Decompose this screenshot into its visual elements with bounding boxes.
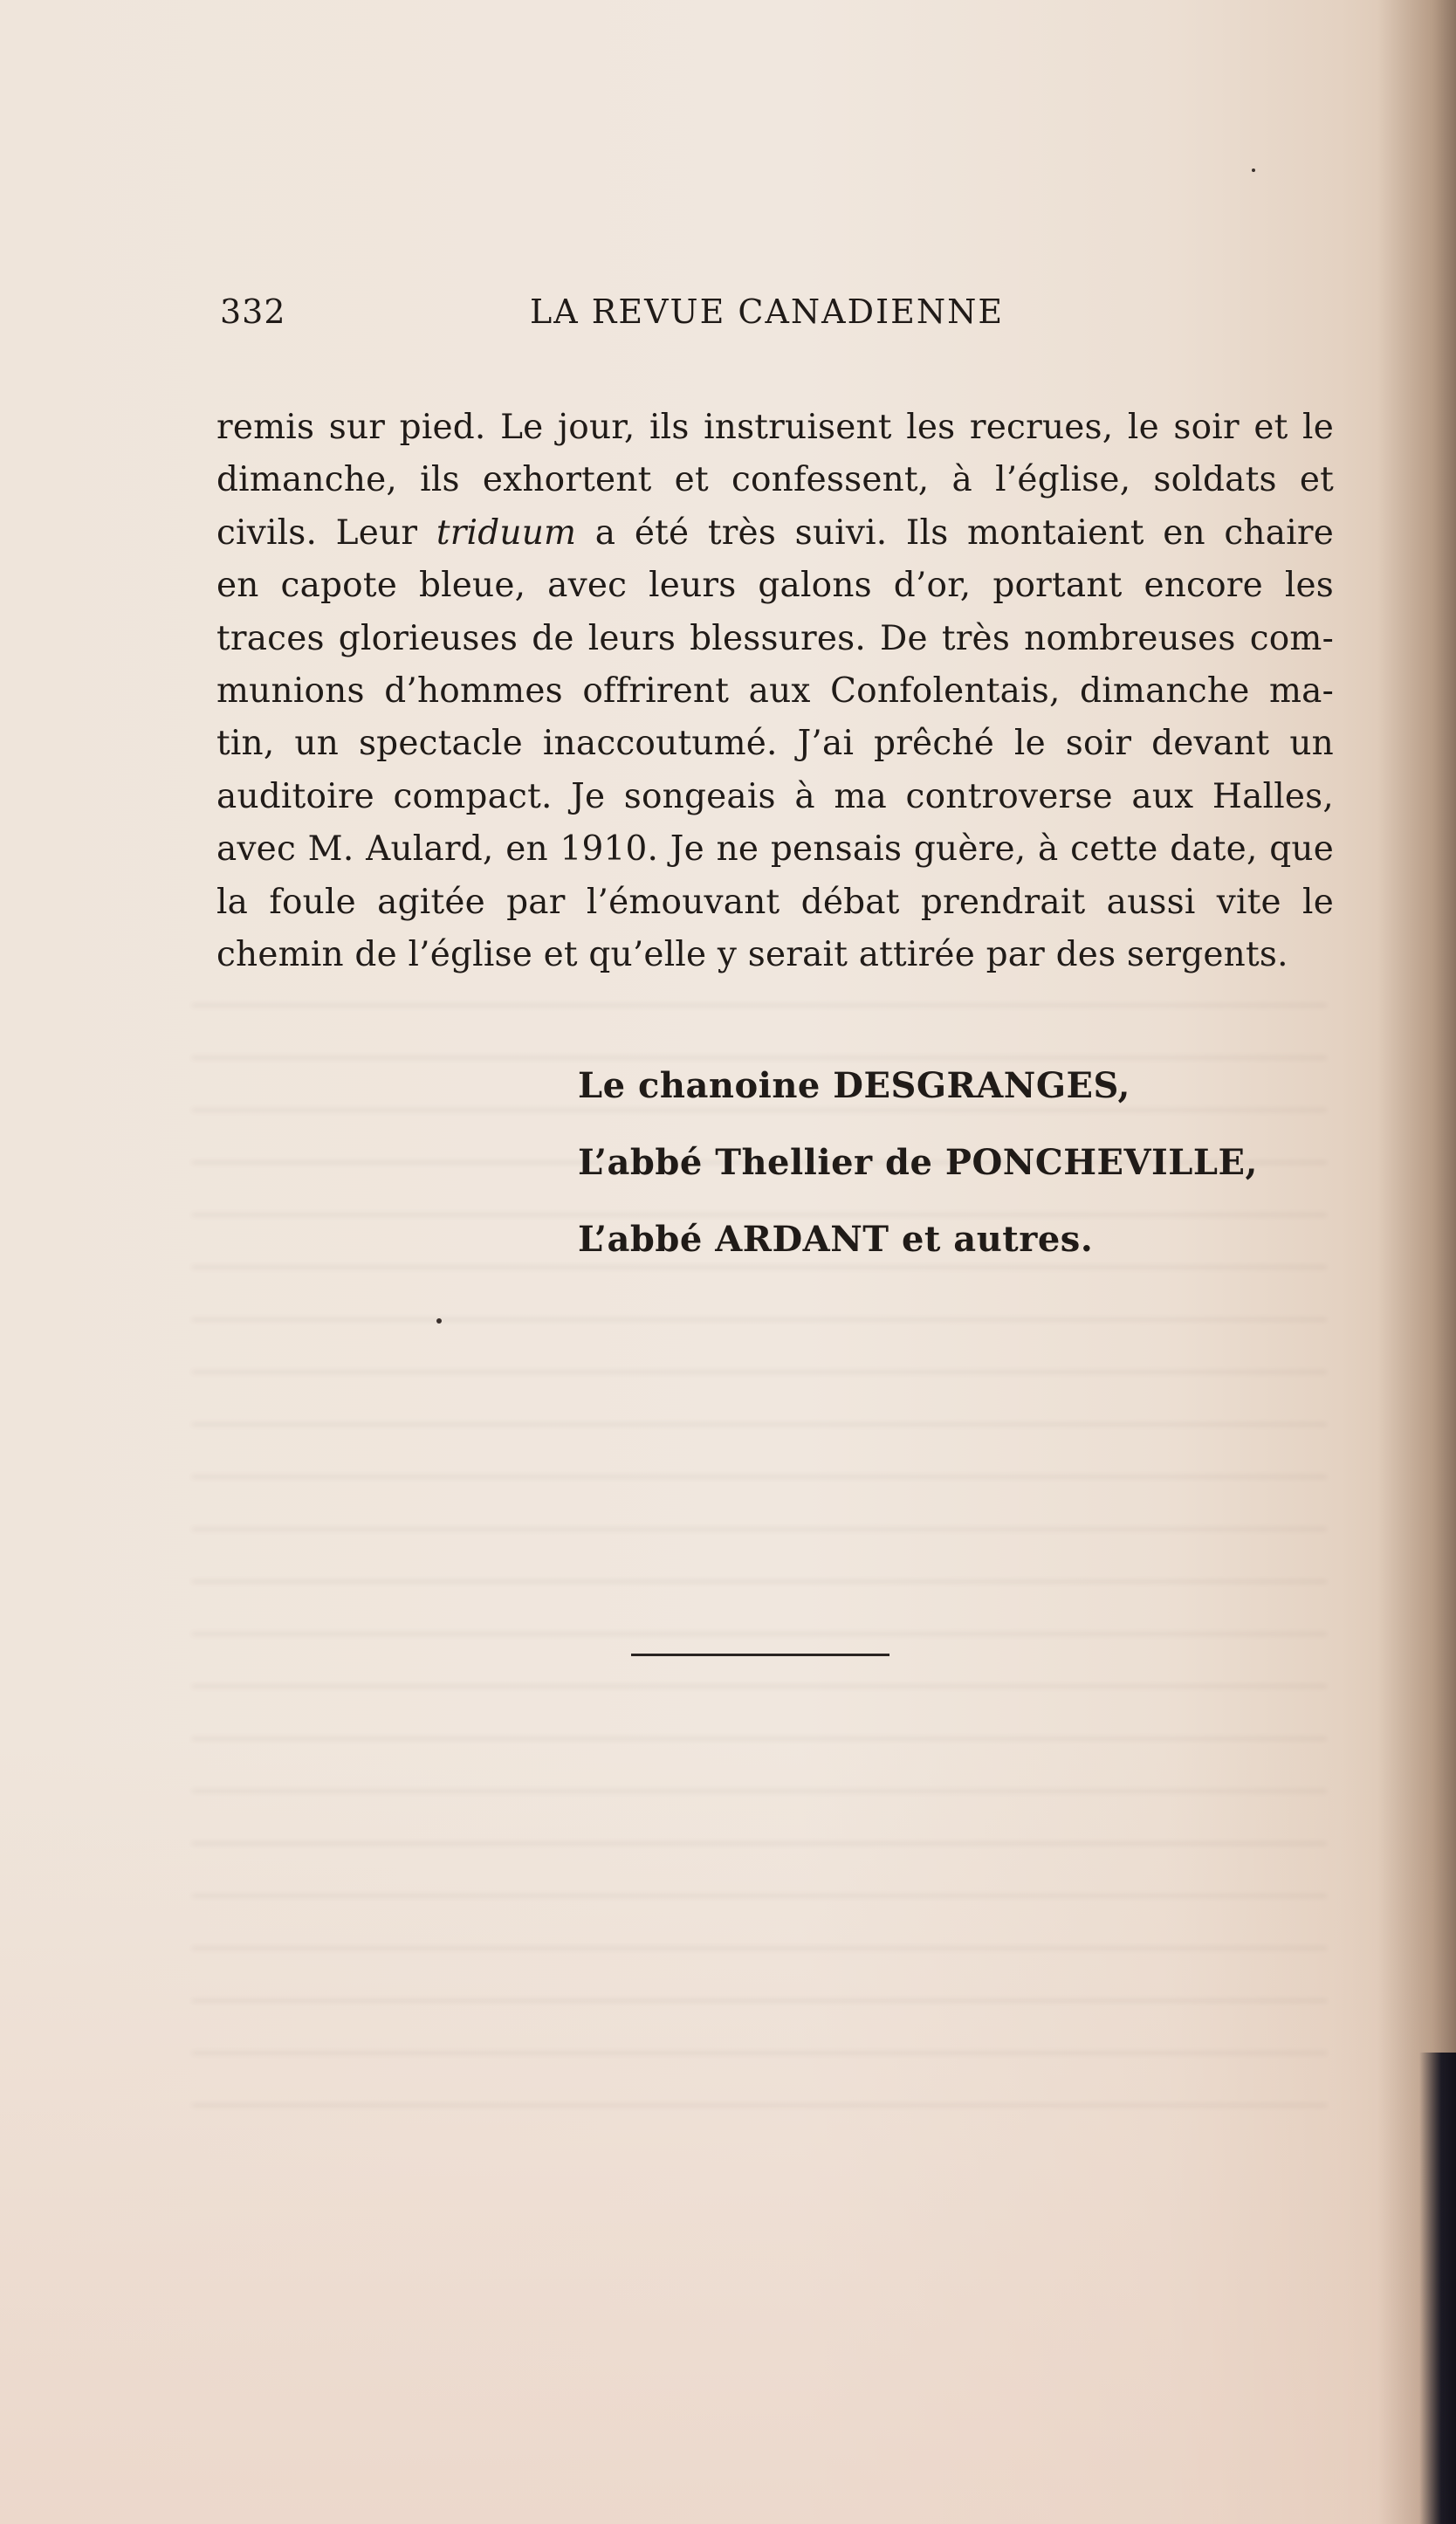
text-fragment: a été très suivi. Ils montaient en chaire: [594, 512, 1335, 553]
text-line: dimanche, ils exhortent et confessent, à l’église, soldats et: [216, 460, 1334, 500]
paper-speck: [436, 1318, 442, 1324]
text-line: chemin de l’église et qu’elle y serait attirée par des sergents.: [216, 934, 1288, 974]
binding-edge: [1419, 2053, 1456, 2524]
text-line: traces glorieuses de leurs blessures. De très nombreuses com-: [216, 618, 1334, 658]
page-number: 332: [220, 292, 286, 331]
text-fragment: civils. Leur: [216, 512, 418, 553]
text-line: la foule agitée par l’émouvant débat prendrait aussi vite le: [216, 882, 1334, 922]
signature-line: L’abbé ARDANT et autres.: [578, 1219, 1094, 1260]
text-line: auditoire compact. Je songeais à ma controverse aux Halles,: [216, 776, 1334, 816]
signature-line: L’abbé Thellier de PONCHEVILLE,: [578, 1142, 1258, 1183]
text-line: remis sur pied. Le jour, ils instruisent les recrues, le soir et le: [216, 408, 1334, 447]
text-line: en capote bleue, avec leurs galons d’or, portant encore les: [216, 566, 1334, 606]
signature-line: Le chanoine DESGRANGES,: [578, 1065, 1130, 1106]
section-divider: [631, 1654, 889, 1656]
page-header: [220, 292, 1355, 345]
text-line: avec M. Aulard, en 1910. Je ne pensais guère, à cette date, que: [216, 829, 1334, 870]
body-paragraph: [216, 402, 1334, 981]
signature-block: [578, 1048, 1258, 1278]
paper-speck: [1252, 168, 1255, 172]
text-line: munions d’hommes offrirent aux Confolentais, dimanche ma-: [216, 671, 1334, 711]
running-title: LA REVUE CANADIENNE: [530, 292, 1005, 331]
text-line: tin, un spectacle inaccoutumé. J’ai prêché le soir devant un: [216, 724, 1334, 764]
italic-term: triduum: [436, 512, 577, 553]
text-line: [216, 507, 1334, 560]
